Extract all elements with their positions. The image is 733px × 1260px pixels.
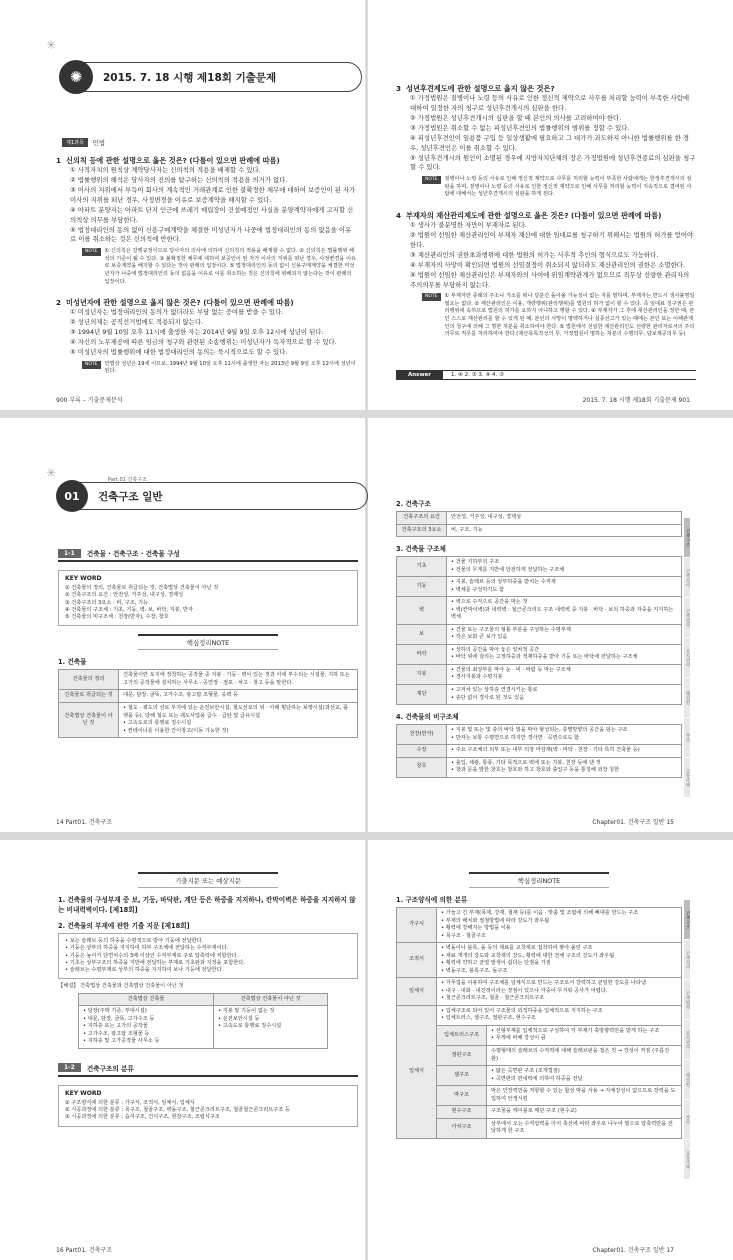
keyword-box bbox=[58, 570, 358, 626]
q3-option-4: ④ 피성년후견인이 일용품 구입 등 일상생활에 필요하고 그 대가가 과도하지 아니한 법률행위를 한 경우, 성년후견인은 이를 취소할 수 있다. bbox=[410, 133, 690, 152]
page-footer-right: Chapter01. 건축구조 일반 17 bbox=[592, 1247, 674, 1254]
book-gutter bbox=[365, 0, 368, 410]
book-gutter bbox=[365, 840, 368, 1260]
question-1: 1 신의칙 등에 관한 설명으로 옳은 것은? (다툼이 있으면 판례에 따름) bbox=[56, 156, 280, 165]
nonstructure-table bbox=[396, 724, 682, 778]
table-row: 조적식 • 벽돌이나 블록, 돌 등의 재료를 교착재로 접착하여 쌓아 올린 구조 • 재료 개개의 강도와 교착재의 강도, 횡력에 대한 전체 구조의 강도가 좌우됨 • 횡력에 약하고 균열 발생이 쉽다는 단점을 가짐 • 벽돌구조, 블록구조, 돌구조 bbox=[397, 943, 682, 978]
table-row: 건축법상 건축물이 아닌 것 • 철도 · 궤도의 선로 부지에 있는 운전보안시설, 철도선로의 위 · 아래 횡단하는 보행시설(과선교, 플랫폼 등), 당해 철도 또는 궤도사업용 급수 · 급탄 및 급유시설 • 고속도로의 통행료 징수시설 • 컨테이너를 이용한 간이창고(이동 가능한 것) bbox=[59, 703, 358, 738]
q4-option-3: ③ 재산관리인의 권한초과행위에 대한 법원의 허가는 사후적 추인의 형식으로도 가능하다. bbox=[410, 250, 659, 259]
buildings-table bbox=[58, 669, 358, 738]
right-page bbox=[378, 418, 708, 832]
thumb-tab[interactable]: 공동주택 bbox=[684, 1140, 690, 1180]
table-row: 입체식 • 입체구조로 되어 있어 구조물의 외적하중을 입체적으로 지지하는 구조 • 입체트러스, 셸구조, 절판구조, 현수구조 bbox=[397, 1005, 682, 1025]
question-2: 2 미성년자에 관한 설명으로 옳지 않은 것은? (다툼이 있으면 판례에 따름) bbox=[56, 298, 294, 308]
keyword-item: ③ 건축구조의 3요소 : 비, 구조, 기능 bbox=[65, 599, 149, 606]
left-page bbox=[40, 0, 358, 410]
past-question-2: 2. 건축물의 부재에 관한 기출 지문 [제18회] bbox=[58, 922, 190, 930]
table-row: 건축물로 취급되는 것 대문, 담장, 굴뚝, 고가수조, 광고탑 조형물, 옹벽 등 bbox=[59, 690, 358, 703]
explanation-table bbox=[78, 993, 328, 1049]
list-item: • 보는 슬래브 등의 하중을 수평적으로 받아 기둥에 전달한다. bbox=[65, 938, 204, 944]
page-footer-right: 2015. 7. 18 시행 제18회 기출문제 901 bbox=[582, 397, 690, 404]
exam-title: 2015. 7. 18 시행 제18회 기출문제 bbox=[103, 71, 277, 84]
table-row: 셸구조 • 얇은 곡면판 구조 (조개껍질) • 곡면판의 면내력에 의하여 하중을 전달 bbox=[397, 1066, 682, 1086]
part-label: Part.01 건축구조 bbox=[108, 477, 147, 483]
past-question-1: 1. 건축물의 구성부재 중 보, 기둥, 바닥판, 계단 등은 하중을 지지하나, 칸막이벽은 하중을 지지하지 않는 비내력벽이다. [제18회] bbox=[58, 896, 356, 914]
thumb-tab[interactable]: 해설편 bbox=[684, 1060, 690, 1100]
list-item: • 기둥은 상부의 하중을 지지하여 하부 구조체에 전달하는 수직부재이다. bbox=[65, 945, 229, 952]
answer-bar bbox=[396, 370, 696, 380]
table-row: 건축법상 건축물 건축법상 건축물이 아닌 것 bbox=[79, 993, 328, 1006]
exam-title-banner bbox=[62, 62, 362, 92]
keyword-item: ④ 건축물의 구조체 : 기초, 기둥, 벽, 보, 바닥, 지붕, 반자 bbox=[65, 606, 193, 613]
q4-option-1: ① 생사가 불분명한 자만이 부재자로 된다. bbox=[410, 220, 527, 229]
q3-option-2: ② 가정법원은 성년후견개시의 심판을 할 때 본인의 의사를 고려하여야 한다. bbox=[410, 113, 622, 122]
q2-option-3: ③ 1994년 9월 10일 오후 11시에 출생한 자는 2014년 9월 9일 오후 12시에 성년이 된다. bbox=[70, 327, 324, 336]
q4-option-2: ② 법원이 선임한 재산관리인이 부재자 재산에 대한 임대료를 청구하기 위해서는 법원의 허가를 얻어야 한다. bbox=[410, 230, 694, 249]
list-item: • 슬래브는 수평부재로 상부의 하중을 지지하여 보나 기둥에 전달한다. bbox=[65, 967, 224, 974]
thumb-tab[interactable]: 부록 bbox=[684, 718, 690, 758]
q1-option-2: ② 법률행위의 해석은 당사자의 진의를 탐구하는 신의칙의 적용을 의거가 없다. bbox=[70, 175, 288, 184]
structure-table bbox=[396, 511, 682, 537]
thumb-tab[interactable]: 건축법령 bbox=[684, 598, 690, 638]
keyword-item: ③ 시공과정에 의한 분류 : 습식구조, 건식구조, 현장구조, 조립식구조 bbox=[65, 1114, 220, 1121]
page-footer-left: 900 부록 – 기출문제분석 bbox=[56, 397, 123, 404]
thumb-tab[interactable]: 건축법령 bbox=[684, 980, 690, 1020]
table-row: 건축물의 정의 건축물이란 토지에 정착하는 공작물 중 지붕 · 기둥 · 벽이 있는 것과 이에 부수되는 시설물, 지하 또는 고가의 공작물에 설치하는 사무소 · 공연장 · 점포 · 차고 · 창고 등을 말한다. bbox=[59, 670, 358, 690]
frame-table bbox=[396, 556, 682, 705]
table-row: 절판구조 수평형태의 슬래브의 수직력에 대해 슬래브판을 접은 것 → 강성이 커짐 (주름진 판) bbox=[397, 1045, 682, 1065]
keyword-label: KEY WORD bbox=[65, 575, 102, 582]
q1-option-5: ⑤ 법정대리인의 동의 없이 신용구매계약을 체결한 미성년자가 나중에 법정대리인의 동의 없음을 이유로 이를 취소하는 것은 신의칙에 반한다. bbox=[70, 225, 352, 244]
q1-option-4: ④ 아파트 분양자는 아파트 단지 인근에 쓰레기 매립장이 건설예정인 사실을 분양계약자에게 고지할 신의칙상 의무를 부담한다. bbox=[70, 205, 354, 224]
subject-badge: 제1과목 bbox=[62, 138, 88, 147]
past-question-heading: 기출지문 또는 예상지문 bbox=[138, 872, 278, 888]
table-row: 일체식 • 거푸집을 이용하여 구조체를 일체식으로 만드는 구조로서 강력하고 균일한 강도를 나타냄 • 내구 · 내화 · 내진적이라는 장점이 있으나 자중이 무거워 공사가 어렵다. • 철근콘크리트구조, 철골 · 철근콘크리트구조 bbox=[397, 978, 682, 1006]
q1-option-1: ① 사적자치의 원칙상 계약당사자는 신의칙의 적용을 배제할 수 있다. bbox=[70, 166, 261, 174]
keyword-item: ① 구조양식에 의한 분류 : 가구식, 조적식, 일체식, 입체식 bbox=[65, 1099, 195, 1106]
answer-values: 1. ④ 2. ③ 3. ④ 4. ③ bbox=[450, 372, 504, 378]
page-footer-left: 14 Part01. 건축구조 bbox=[56, 819, 113, 826]
q2-note: NOTE 만법상 성년은 19세 이므로, 1994년 9월 10일 오후 11시에 출생한 자는 2013년 9월 9일 오후 12시에 성년이 된다. bbox=[82, 361, 356, 376]
thumb-tab[interactable]: 유지관리 bbox=[684, 1020, 690, 1060]
table-title: 4. 건축물의 비구조체 bbox=[396, 713, 459, 722]
keyword-label: KEY WORD bbox=[65, 1089, 102, 1097]
section-1-2-header: 1-2 건축구조의 분류 bbox=[58, 1063, 358, 1077]
thumb-tab[interactable]: 건축구조 bbox=[684, 900, 690, 940]
past-question-box bbox=[58, 933, 358, 979]
table-row: 막구조 막은 인장력만을 저항할 수 있는 합성 막을 사용 → 자체강성이 없으므로 장력을 도입하여 안정시킴 bbox=[397, 1086, 682, 1106]
table-row: 벽 • 벽으로 수직으로 공간을 막는 것 • 벽(칸막이벽)과 내력벽 : 철근콘크리트 구조 내력벽 중 지붕 · 바닥 · 보의 하중과 자중을 지지하는 벽체 bbox=[397, 597, 682, 625]
table-row: 바닥 • 상하의 공간을 막아 놓은 일차적 공간 • 바닥 위에 걸리는 고정하중과 적재하중을 받아 기둥 또는 바닥에 전달하는 구조체 bbox=[397, 644, 682, 664]
table-row: 건축구조의 요건 안전성, 거주성, 내구성, 경제성 bbox=[397, 512, 682, 525]
gear-emblem-icon: ✺ bbox=[59, 60, 93, 94]
table-title: 2. 건축구조 bbox=[396, 500, 431, 508]
right-page bbox=[378, 0, 698, 410]
table-row: 수장 • 주요 구조체의 외부 또는 내부 의장 마감재(벽 · 바닥 · 천장 · 기타 특히 건축물 등) bbox=[397, 745, 682, 758]
chapter-title: 건축구조 일반 bbox=[98, 490, 163, 503]
keyword-item: ⑤ 건축물의 비구조체 : 천장(반자), 수장, 창호 bbox=[65, 614, 169, 621]
q3-option-1: ① 가정법원은 질병이나 노령 등의 사유로 인한 정신적 제약으로 사무를 처리할 능력이 부족한 사람에 대하여 일정한 자의 청구로 성년후견개시의 심판을 한다. bbox=[410, 94, 690, 112]
page-footer-left: 16 Part01. 건축구조 bbox=[56, 1247, 113, 1254]
right-page bbox=[378, 840, 708, 1260]
table-row: 계단 • 고저차 있는 상하층 연결시키는 통로 • 층단 없이 경사로 된 것도 있음 bbox=[397, 684, 682, 704]
q4-note: NOTE ① 부재자란 종래의 주소나 거소를 떠나 당분간 돌아올 가능성이 없는 자를 말하며, 부재자는 반드시 생사불명일 필요는 없다. ② 재산관리인은 이용, 개량행위(관리행위)를 법원의 허가 없이 할 수 있다. 즉 임대료 청구권은 관리행위에 속하므로 법원의 허가를 요하지 아니하고 행할 수 있다. ④ 부재자가 그 후에 재산관리인을 정한 때, 본인 스스로 재산관리를 할 수 있게 된 때, 본인의 사망이 명백하거나 실종선고가 있는 때에는 본인 또는 이해관계인의 청구에 의해 그 명한 처분을 취소하여야 한다. ⑤ 법원에서 선임한 재산관리인도 선량한 관리자로서의 주의의무로 직무를 처리하여야 한다.(재산목록작성의 무, 가정법원이 명하는 처분의 수행의무, 담보제공의무 등) bbox=[422, 293, 696, 338]
page-spread-2 bbox=[0, 418, 733, 832]
thumb-tab[interactable]: 유지관리 bbox=[684, 638, 690, 678]
thumb-tab[interactable]: 건축설비 bbox=[684, 940, 690, 980]
table-title: 3. 건축물 구조체 bbox=[396, 545, 446, 554]
question-3: 3 성년후견제도에 관한 설명으로 옳지 않은 것은? bbox=[396, 84, 555, 93]
q3-option-5: ⑤ 성년후견개시의 원인이 소멸된 경우에 지방자치단체의 장은 가정법원에 성년후견종료의 심판을 청구할 수 있다. bbox=[410, 153, 696, 172]
snowflake-icon: ✳ bbox=[46, 38, 57, 52]
question-4: 4 부재자의 재산관리제도에 관한 설명으로 옳은 것은? (다툼이 있으면 판례에 따름) bbox=[396, 210, 662, 220]
table-row: 보 • 건물 또는 구조물의 형틀 부분을 구성하는 수평부재 • 작은 보와 큰 보가 있음 bbox=[397, 624, 682, 644]
q1-note: NOTE ① 신의칙은 강행규정이므로 당사자의 의사에 의하여 신의칙의 적용을 배제할 수 없다. ② 신의칙은 법률행위 해석의 기준이 될 수 있다. ③ 불확정한 채무에 대하여 보증인이 된 자가 이사의 지위를 떠난 경우, 사정변경을 이유로 보증계약을 해지할 수 있다는 것이 판례의 입장이다. ⑤ 법정대리인의 동의 없이 신용구매계약을 체결한 미성년자가 나중에 법정대리인의 동의 없음을 이유로 이를 취소하는 것은 신의칙에 위배되지 않는다는 것이 판례의 입장이다. bbox=[82, 248, 356, 286]
keyword-box bbox=[58, 1085, 358, 1127]
list-item: • 기초는 상부구조의 하중을 지반에 전달하는 부재로 기초판과 지정을 포함한다. bbox=[65, 959, 245, 966]
explanation-label: 【해설】 건축법상 건축물과 건축법상 건축물이 아닌 것 bbox=[58, 983, 184, 990]
table-row: 지붕 • 건물의 최상부를 막아 눈 · 비 · 바람 등 막는 구조체 • 경사지붕과 수평지붕 bbox=[397, 664, 682, 684]
table-row: 현수구조 구조물을 케이블로 매단 구조 (현수교) bbox=[397, 1106, 682, 1119]
q4-option-4: ④ 부재자의 사망이 확인되면 법원의 선임결정이 취소되지 않더라도 재산관리인의 권한은 소멸한다. bbox=[410, 260, 686, 269]
subject-name: 민법 bbox=[92, 139, 106, 147]
thumb-tabs bbox=[684, 518, 708, 798]
keyword-item: ① 건축물의 정의, 건축물로 취급되는 것, 건축법상 건축물이 아닌 것 bbox=[65, 585, 219, 591]
q1-option-3: ③ 이사의 지위에서 부득이 회사의 계속적인 거래관계로 인한 불확정한 채무에 대하여 보증인이 된 자가 이사의 지위를 떠난 경우, 사정변경을 이유로 보증계약을 해지할 수 있다. bbox=[70, 185, 356, 204]
thumb-tab[interactable]: 해설편 bbox=[684, 678, 690, 718]
classification-table bbox=[396, 907, 682, 1139]
table-row: 가구식 • 가늘고 긴 부재(목재, 강재, 철재 등)를 이음 · 맞춤 및 조립에 의해 뼈대를 만드는 구조 • 부재의 배치와 절점방법에 따라 강도가 좌우됨 • 횡력에 강해지는 방법을 이용 • 목구조 · 철골구조 bbox=[397, 908, 682, 943]
snowflake-icon: ✳ bbox=[46, 466, 57, 480]
q2-option-4: ④ 자신의 노무제공에 따른 임금의 청구와 관련된 소송행위는 미성년자가 독자적으로 할 수 있다. bbox=[70, 337, 337, 346]
table-row: 건축구조의 3요소 비, 구조, 기능 bbox=[397, 524, 682, 537]
table-row: 입체트러스구조 • 선형부재를 입체적으로 구성하여 각 부재가 축방향력만을 받게 하는 구조 • 무게에 비해 강성이 큼 bbox=[397, 1025, 682, 1045]
note-title: 핵심정리NOTE bbox=[138, 634, 278, 650]
q2-option-1: ① 미성년자는 법정대리인의 동의가 없더라도 부담 없는 증여를 받을 수 있다. bbox=[70, 308, 284, 317]
chapter-banner bbox=[58, 482, 368, 510]
section-1-1-header: 1-1 건축물 · 건축구조 · 건축물 구성 bbox=[58, 548, 358, 562]
thumb-tab[interactable]: 공동주택 bbox=[684, 758, 690, 798]
table-row: 아치구조 상부에서 오는 수직압력을 아치 축선에 따라 좌우로 나누어 밑으로 압축력만을 전달하게 한 구조 bbox=[397, 1118, 682, 1138]
page-footer-right: Chapter01. 건축구조 일반 15 bbox=[592, 819, 674, 826]
table-row: • 담장(주택 기준, 부대시설) • 대문, 담장, 굴뚝, 고가수조 등 • 지하층 또는 고가의 공작물 • 고가수조, 광고탑 조형물 등 • 지하층 및 고가공작물 사무소 등 • 지붕 및 기둥이 없는 것 • 운전보안시설 등 • 고속도로 통행료 징수시설 bbox=[79, 1006, 328, 1049]
page-spread-1 bbox=[0, 0, 733, 410]
chapter-number: 01 bbox=[56, 480, 88, 512]
table-title: 1. 구조양식에 의한 분류 bbox=[396, 896, 468, 904]
answer-label: Answer bbox=[396, 371, 443, 379]
thumb-tabs bbox=[684, 900, 708, 1180]
q2-option-5: ⑤ 미성년자의 법률행위에 대한 법정대리인의 동의는 묵시적으로도 할 수 있다. bbox=[70, 347, 288, 356]
q4-option-5: ⑤ 법원이 선임한 재산관리인은 부재자와의 사이에 위임계약관계가 없으므로 직무상 선량한 관리자의 주의의무를 부담하지 않는다. bbox=[410, 270, 690, 289]
thumb-tab[interactable]: 건축설비 bbox=[684, 558, 690, 598]
q2-option-2: ② 성년의제는 공직선거법에도 적용되지 않는다. bbox=[70, 317, 204, 326]
table-row: 창호 • 출입, 채광, 통풍, 기타 목적으로 벽에 또는 지붕, 천장 등에 댄 것 • 창과 문을 말한 창호는 창호와 하고 창호와 출입구 등을 통칭해 외장 칭한 bbox=[397, 757, 682, 777]
keyword-item: ② 시공과정에 의한 분류 : 목구조, 철골구조, 벽돌구조, 철근콘크리트구조, 철골철근콘크리트구조 등 bbox=[65, 1107, 290, 1114]
table-title: 1. 건축물 bbox=[58, 658, 87, 667]
table-row: 기초 • 건물 지하부의 구조 • 건물의 무게를 지반에 안전하게 전달하는 구조체 bbox=[397, 557, 682, 577]
table-row: 기둥 • 지붕, 슬래브 등의 상부하중을 받치는 수직재 • 벽체를 구성하기도 함 bbox=[397, 577, 682, 597]
thumb-tab[interactable]: 건축구조 bbox=[684, 518, 690, 558]
keyword-item: ② 건축구조의 요건 : 안전성, 거주성, 내구성, 경제성 bbox=[65, 592, 184, 599]
table-row: 천장(반자) • 지붕 및 또는 및 층의 바닥 밑을 막아 형성되는, 층별방향의 공간을 덮는 구조 • 반자는 보통 수평면으로 하지만 경사면 · 곡면으로도 함 bbox=[397, 725, 682, 745]
left-page bbox=[40, 840, 358, 1260]
left-page bbox=[40, 418, 358, 832]
thumb-tab[interactable]: 부록 bbox=[684, 1100, 690, 1140]
q3-note: NOTE 질병이나 노령 등의 사유로 인해 정신적 제약으로 사무를 처리할 능력이 부족한 사람에게는 한정후견개시의 심판을 하며, 질병이나 노령 등의 사유로 인한 정신적 제약으로 인해 사무를 처리할 능력이 지속적으로 결여된 사람에 대해서는 성년후견개시의 심판을 하게 된다. bbox=[422, 176, 696, 199]
book-gutter bbox=[365, 418, 368, 832]
q3-option-3: ③ 가정법원은 취소할 수 없는 피성년후견인의 법률행위의 범위를 정할 수 있다. bbox=[410, 123, 630, 132]
page-spread-3 bbox=[0, 840, 733, 1260]
list-item: • 기둥은 높이가 단면치수의 3배 이상인 수직부재로 주로 압축력에 저항한다. bbox=[65, 952, 239, 959]
note-title: 핵심정리NOTE bbox=[469, 872, 609, 888]
